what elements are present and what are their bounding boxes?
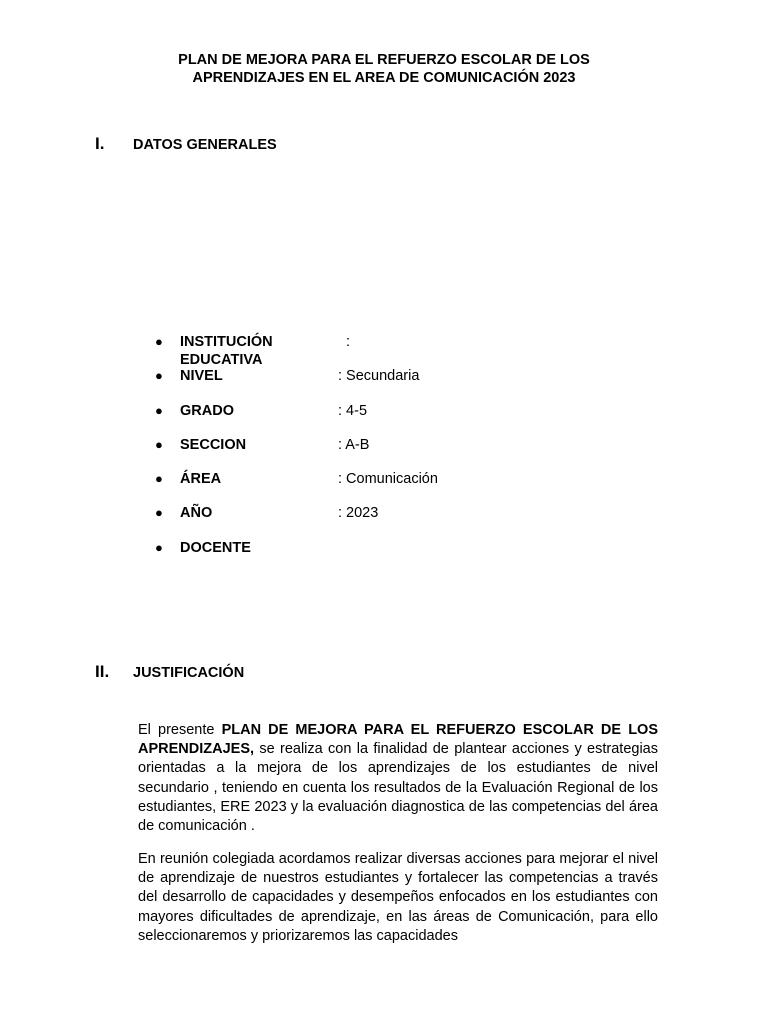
- item-label: GRADO: [180, 402, 234, 419]
- list-item-ano: [155, 504, 438, 538]
- item-value: : Comunicación: [338, 471, 438, 488]
- list-item-institucion: [155, 333, 438, 367]
- document-title: [0, 51, 768, 87]
- bullet-icon: ●: [155, 539, 163, 555]
- bullet-icon: ●: [155, 436, 163, 452]
- justification-paragraph-2: En reunión colegiada acordamos realizar diversas acciones para mejorar el nivel de aprendizaje de nuestros estudiantes y fortalecer las competencias a través del desarrollo de capacidades y desempeños enfocados en los estudiantes con mayores dificultades de aprendizaje, en las áreas de Comunicación, para ello seleccionaremos y priorizaremos las capacidades: [138, 851, 658, 944]
- list-item-seccion: [155, 436, 438, 470]
- section-heading-justificacion: [95, 662, 244, 682]
- item-label: INSTITUCIÓN EDUCATIVA: [180, 334, 273, 368]
- list-item-nivel: [155, 367, 438, 401]
- item-label: ÁREA: [180, 471, 222, 488]
- section-numeral: I.: [95, 134, 105, 153]
- item-value: :: [338, 334, 351, 350]
- paragraph-body: se realiza con la finalidad de plantear acciones y estrategias orientadas a la mejora de los aprendizajes de los estudiantes de nivel secundario , teniendo en cuenta los resultados de la Evaluación Regional de los estudiantes, ERE 2023 y la evaluación diagnostica de las competencias del área de comunicación .: [138, 741, 658, 835]
- general-data-list: [155, 333, 438, 573]
- list-item-docente: [155, 539, 438, 573]
- bullet-icon: ●: [155, 505, 163, 521]
- item-label: NIVEL: [180, 368, 223, 385]
- item-value: : Secundaria: [338, 368, 420, 385]
- item-value: : A-B: [338, 436, 370, 453]
- bullet-icon: ●: [155, 368, 163, 384]
- item-label: SECCION: [180, 436, 247, 453]
- item-value: : 2023: [338, 505, 379, 522]
- section-numeral: II.: [95, 662, 110, 681]
- item-label: AÑO: [180, 505, 213, 522]
- item-value: : 4-5: [338, 402, 368, 419]
- justification-paragraph-1: [138, 721, 658, 836]
- section-title: DATOS GENERALES: [133, 137, 277, 153]
- paragraph-intro: El presente: [138, 722, 222, 738]
- document-title-line-1: PLAN DE MEJORA PARA EL REFUERZO ESCOLAR DE LOS: [178, 52, 590, 68]
- bullet-icon: ●: [155, 471, 163, 487]
- list-item-grado: [155, 402, 438, 436]
- paragraph-bold-text: PLAN DE MEJORA PARA EL REFUERZO ESCOLAR DE LOS APRENDIZAJES,: [138, 722, 658, 758]
- document-title-line-2: APRENDIZAJES EN EL AREA DE COMUNICACIÓN 2023: [192, 70, 576, 86]
- list-item-area: [155, 470, 438, 504]
- bullet-icon: ●: [155, 334, 163, 349]
- section-heading-datos-generales: [95, 134, 277, 154]
- section-title: JUSTIFICACIÓN: [133, 665, 245, 681]
- item-label: DOCENTE: [180, 539, 251, 556]
- bullet-icon: ●: [155, 402, 163, 418]
